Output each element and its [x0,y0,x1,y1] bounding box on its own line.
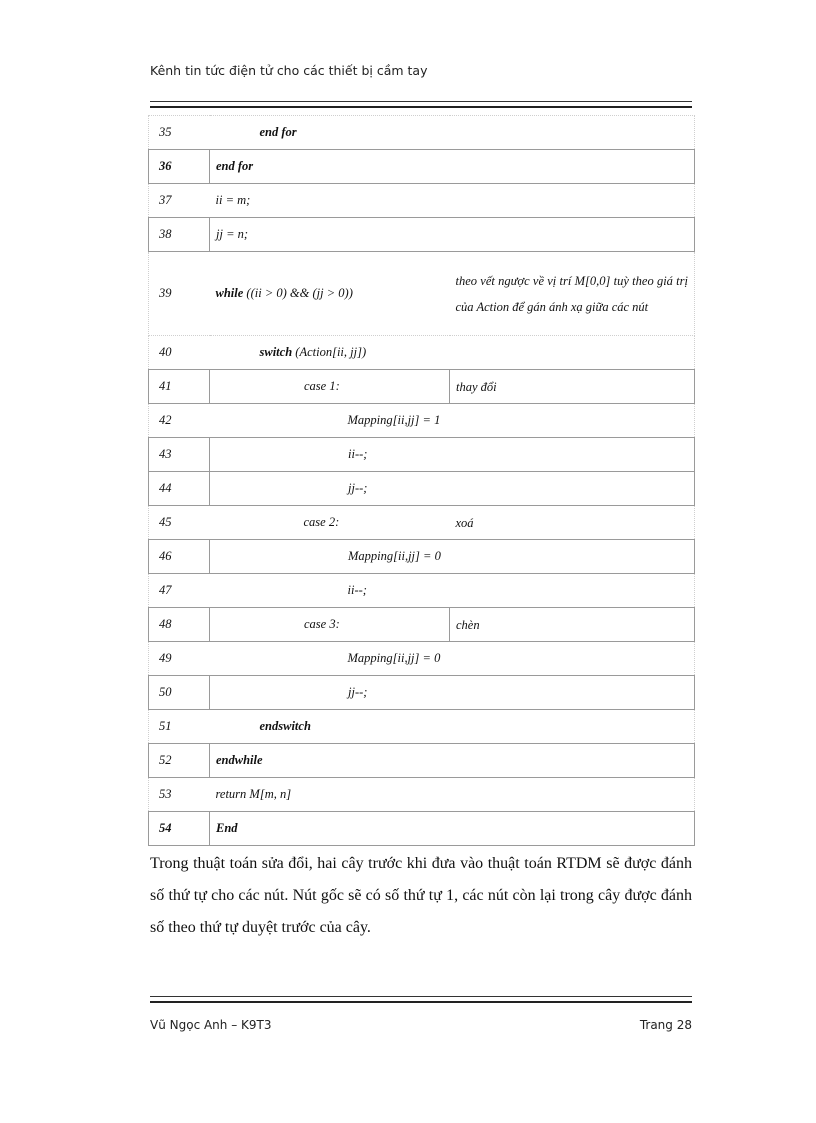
table-row [149,710,695,744]
line-number: 45 [149,506,210,540]
algorithm-table [148,115,695,846]
line-number: 41 [149,370,210,404]
table-row [149,404,695,438]
table-row [149,812,695,846]
line-number: 37 [149,184,210,218]
header-rule-thick [150,106,692,108]
code-cell: jj--; [210,676,695,710]
line-number: 39 [149,252,210,336]
line-number: 54 [149,812,210,846]
body-paragraph: Trong thuật toán sửa đổi, hai cây trước khi đưa vào thuật toán RTDM sẽ được đánh số thứ tự cho các nút. Nút gốc sẽ có số thứ tự 1, các nút còn lại trong cây được đánh số theo thứ tự duyệt trước của cây. [150,855,692,936]
code-cell: end for [210,116,695,150]
table-row [149,506,695,540]
line-number: 47 [149,574,210,608]
code-cell: endwhile [210,744,695,778]
comment-cell: theo vết ngược về vị trí M[0,0] tuỳ theo giá trị của Action để gán ánh xạ giữa các nút [450,252,695,336]
line-number: 46 [149,540,210,574]
table-row [149,608,695,642]
line-number: 38 [149,218,210,252]
footer-author: Vũ Ngọc Anh – K9T3 [150,1018,272,1032]
code-cell: ii = m; [210,184,695,218]
table-row [149,778,695,812]
code-cell: end for [210,150,695,184]
table-row [149,150,695,184]
table-row [149,642,695,676]
table-row [149,116,695,150]
table-row [149,574,695,608]
page-header: Kênh tin tức điện tử cho các thiết bị cầm tay [150,63,428,78]
line-number: 42 [149,404,210,438]
table-row [149,472,695,506]
line-number: 49 [149,642,210,676]
line-number: 52 [149,744,210,778]
code-cell: switch (Action[ii, jj]) [210,336,695,370]
code-cell: while ((ii > 0) && (jj > 0)) [210,252,450,336]
line-number: 35 [149,116,210,150]
code-cell: Mapping[ii,jj] = 0 [210,642,695,676]
table-row [149,744,695,778]
code-cell: case 2: [210,506,450,540]
code-cell: ii--; [210,438,695,472]
table-row [149,336,695,370]
line-number: 53 [149,778,210,812]
table-row [149,540,695,574]
footer-rule-thick [150,1001,692,1003]
footer-rule-thin [150,996,692,997]
table-row [149,218,695,252]
code-cell: Mapping[ii,jj] = 1 [210,404,695,438]
comment-cell: xoá [450,506,695,540]
table-row [149,676,695,710]
line-number: 48 [149,608,210,642]
code-cell: jj--; [210,472,695,506]
code-cell: jj = n; [210,218,695,252]
code-cell: End [210,812,695,846]
code-cell: return M[m, n] [210,778,695,812]
line-number: 44 [149,472,210,506]
code-cell: endswitch [210,710,695,744]
code-cell: ii--; [210,574,695,608]
code-cell: case 3: [210,608,450,642]
header-rule-thin [150,101,692,102]
comment-cell: chèn [450,608,695,642]
line-number: 43 [149,438,210,472]
line-number: 51 [149,710,210,744]
table-row [149,252,695,336]
table-row [149,438,695,472]
page-number: Trang 28 [639,1018,692,1032]
line-number: 50 [149,676,210,710]
line-number: 40 [149,336,210,370]
line-number: 36 [149,150,210,184]
table-row [149,370,695,404]
code-cell: case 1: [210,370,450,404]
table-row [149,184,695,218]
comment-cell: thay đổi [450,370,695,404]
code-cell: Mapping[ii,jj] = 0 [210,540,695,574]
